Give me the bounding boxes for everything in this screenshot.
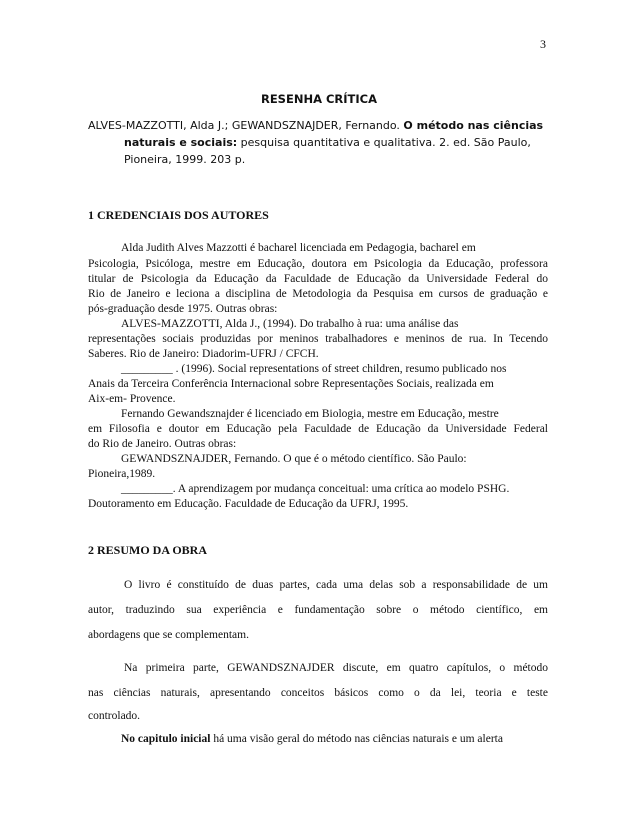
text-line: Aix-em- Provence. (88, 393, 176, 405)
text-line: Alda Judith Alves Mazzotti é bacharel licenciada em Pedagogia, bacharel em (121, 242, 476, 254)
reference-subtitle: pesquisa quantitativa e qualitativa. 2. ed. São Paulo, (240, 136, 531, 149)
text-line: titular de Psicologia da Educação da Faculdade de Educação da Universidade Federal do (88, 273, 548, 285)
page-title: RESENHA CRÍTICA (260, 92, 378, 106)
text-line: Doutoramento em Educação. Faculdade de Educação da UFRJ, 1995. (88, 498, 409, 510)
section-heading-credentials: 1 CREDENCIAIS DOS AUTORES (88, 208, 269, 222)
text-line: Fernando Gewandsznajder é licenciado em Biologia, mestre em Educação, mestre (121, 408, 499, 420)
page-number: 3 (540, 37, 546, 51)
text-line: abordagens que se complementam. (88, 629, 249, 641)
reference-line-3: Pioneira, 1999. 203 p. (124, 153, 246, 166)
reference-line-2 (88, 134, 548, 151)
text-line: ALVES-MAZZOTTI, Alda J., (1994). Do trabalho à rua: uma análise das (121, 318, 459, 330)
text-line: GEWANDSZNAJDER, Fernando. O que é o método científico. São Paulo: (121, 453, 467, 465)
text-line: O livro é constituído de duas partes, cada uma delas sob a responsabilidade de um (124, 579, 548, 591)
reference-book-title-1: O método nas ciências (403, 119, 544, 132)
text-line: Na primeira parte, GEWANDSZNAJDER discute, em quatro capítulos, o método (124, 662, 548, 674)
text-line: em Filosofia e doutor em Educação pela Faculdade de Educação da Universidade Federal (88, 423, 548, 435)
section-heading-summary: 2 RESUMO DA OBRA (88, 543, 208, 557)
text-line: _________ . (1996). Social representations of street children, resumo publicado nos (121, 363, 507, 375)
text-line: nas ciências naturais, apresentando conceitos básicos como o da lei, teoria e teste (88, 687, 548, 699)
reference-authors: ALVES-MAZZOTTI, Alda J.; GEWANDSZNAJDER, Fernando. (88, 119, 400, 132)
text-line: autor, traduzindo sua experiência e fundamentação sobre o método científico, em (88, 604, 548, 616)
text-line (121, 732, 548, 747)
text-line: controlado. (88, 710, 141, 722)
text-line: pós-graduação desde 1975. Outras obras: (88, 303, 278, 315)
text-line: Pioneira,1989. (88, 468, 156, 480)
reference-book-title-2: naturais e sociais: (124, 136, 238, 149)
text-line: Anais da Terceira Conferência Internacional sobre Representações Sociais, realizada em (88, 378, 494, 390)
text-line: do Rio de Janeiro. Outras obras: (88, 438, 237, 450)
reference-line-1 (88, 117, 548, 134)
text-line: Rio de Janeiro e leciona a disciplina de Metodologia da Pesquisa em cursos de graduação e (88, 288, 548, 300)
bibliographic-reference (88, 117, 548, 168)
emphasis-text: No capitulo inicial (121, 733, 211, 745)
text-line: representações sociais produzidas por meninos trabalhadores e meninos de rua. In Tecendo (88, 333, 548, 345)
text-line: _________. A aprendizagem por mudança conceitual: uma crítica ao modelo PSHG. (121, 483, 510, 495)
text-line: Psicologia, Psicóloga, mestre em Educação, doutora em Psicologia da Educação, professora (88, 258, 548, 270)
text-line: Saberes. Rio de Janeiro: Diadorim-UFRJ / CFCH. (88, 348, 319, 360)
text-span: há uma visão geral do método nas ciências naturais e um alerta (210, 733, 503, 745)
